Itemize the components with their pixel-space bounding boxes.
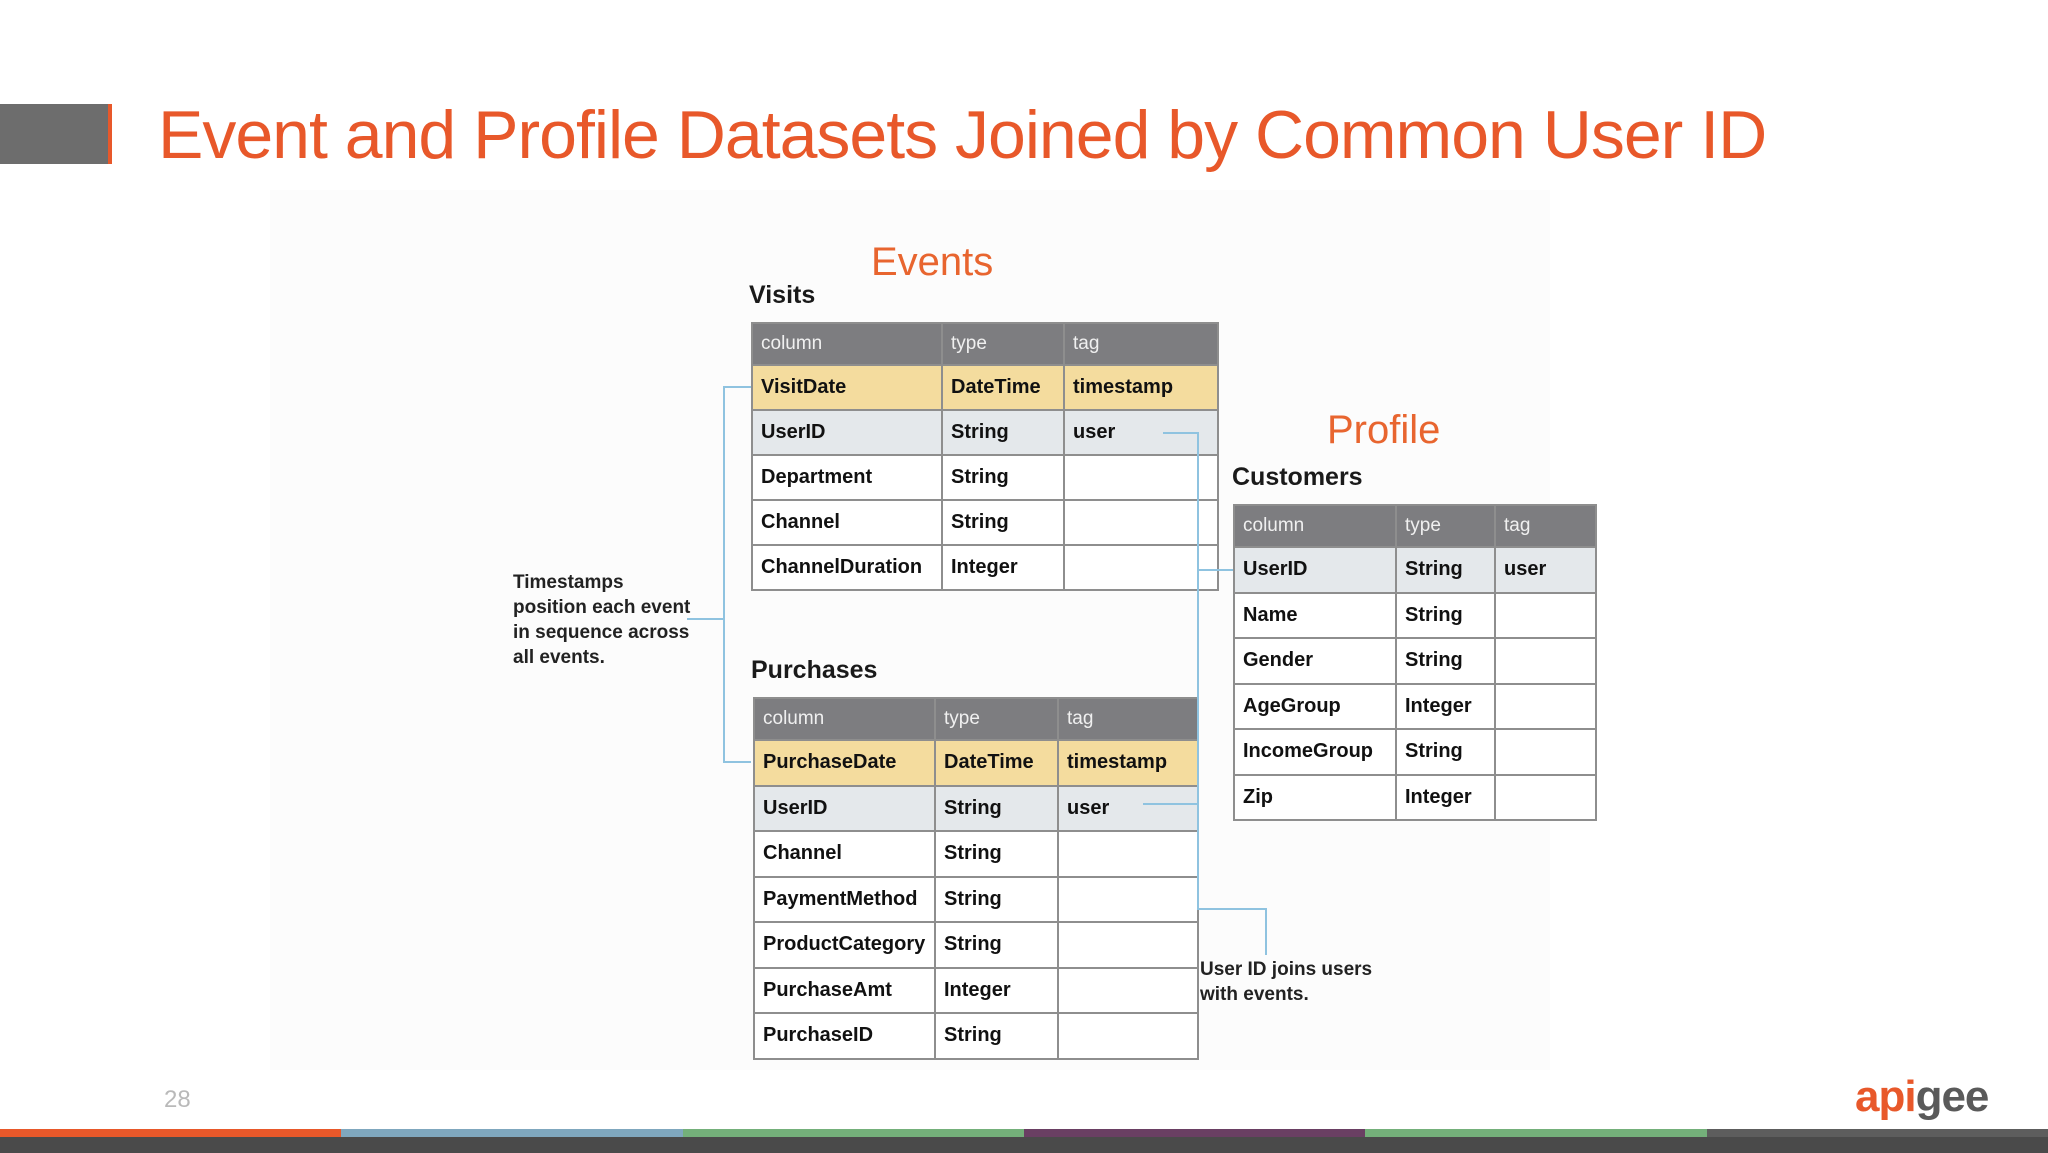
footer-color-strip: [0, 1129, 2048, 1137]
slide-title: Event and Profile Datasets Joined by Common User ID: [158, 97, 1767, 173]
profile-heading: Profile: [1327, 408, 1441, 452]
cell-tag: user: [1495, 547, 1596, 593]
footer-segment: [1024, 1129, 1365, 1137]
footer-base: [0, 1137, 2048, 1153]
cell-column: IncomeGroup: [1234, 729, 1396, 775]
cell-type: DateTime: [935, 740, 1058, 786]
cell-type: String: [942, 455, 1064, 500]
footer-segment: [341, 1129, 682, 1137]
cell-column: PurchaseDate: [754, 740, 935, 786]
cell-type: String: [935, 1013, 1058, 1059]
cell-tag: timestamp: [1064, 365, 1218, 410]
cell-column: Name: [1234, 593, 1396, 639]
cell-type: Integer: [1396, 775, 1495, 821]
cell-column: ProductCategory: [754, 922, 935, 968]
user-bracket: [1163, 433, 1266, 955]
timestamps-callout: Timestamps position each event in sequence across all events.: [513, 572, 691, 668]
cell-tag: user: [1064, 410, 1218, 455]
header-tag: tag: [1064, 323, 1218, 365]
header-tag: tag: [1495, 505, 1596, 547]
cell-column: PaymentMethod: [754, 877, 935, 923]
cell-type: String: [935, 831, 1058, 877]
cell-column: UserID: [1234, 547, 1396, 593]
logo-part-api: api: [1855, 1072, 1916, 1121]
cell-type: String: [942, 500, 1064, 545]
timestamp-bracket: [724, 387, 751, 762]
cell-column: Department: [752, 455, 942, 500]
header-column: column: [1234, 505, 1396, 547]
cell-column: PurchaseAmt: [754, 968, 935, 1014]
cell-column: Gender: [1234, 638, 1396, 684]
header-type: type: [942, 323, 1064, 365]
logo-part-gee: gee: [1915, 1072, 1989, 1121]
cell-column: VisitDate: [752, 365, 942, 410]
userid-callout: User ID joins users with events.: [1200, 959, 1373, 1005]
page-number: 28: [164, 1086, 191, 1113]
header-type: type: [1396, 505, 1495, 547]
cell-column: PurchaseID: [754, 1013, 935, 1059]
cell-type: String: [935, 922, 1058, 968]
cell-type: String: [935, 786, 1058, 832]
footer-segment: [1707, 1129, 2048, 1137]
cell-column: Zip: [1234, 775, 1396, 821]
cell-type: Integer: [935, 968, 1058, 1014]
header-type: type: [935, 698, 1058, 740]
cell-type: String: [1396, 638, 1495, 684]
header-column: column: [752, 323, 942, 365]
cell-column: AgeGroup: [1234, 684, 1396, 730]
apigee-logo: [1855, 1072, 1988, 1122]
cell-type: String: [1396, 593, 1495, 639]
footer-segment: [0, 1129, 341, 1137]
cell-type: String: [942, 410, 1064, 455]
header-tag: tag: [1058, 698, 1198, 740]
customers-caption: Customers: [1232, 463, 1363, 491]
cell-type: String: [935, 877, 1058, 923]
visits-caption: Visits: [749, 281, 816, 309]
footer-segment: [1365, 1129, 1706, 1137]
cell-column: UserID: [754, 786, 935, 832]
cell-tag: timestamp: [1058, 740, 1198, 786]
cell-type: String: [1396, 729, 1495, 775]
header-column: column: [754, 698, 935, 740]
events-heading: Events: [871, 240, 994, 284]
cell-type: String: [1396, 547, 1495, 593]
cell-column: ChannelDuration: [752, 545, 942, 590]
cell-type: Integer: [1396, 684, 1495, 730]
cell-column: UserID: [752, 410, 942, 455]
cell-tag: user: [1058, 786, 1198, 832]
cell-column: Channel: [752, 500, 942, 545]
cell-type: DateTime: [942, 365, 1064, 410]
cell-type: Integer: [942, 545, 1064, 590]
purchases-caption: Purchases: [751, 656, 878, 684]
cell-column: Channel: [754, 831, 935, 877]
footer-segment: [683, 1129, 1024, 1137]
